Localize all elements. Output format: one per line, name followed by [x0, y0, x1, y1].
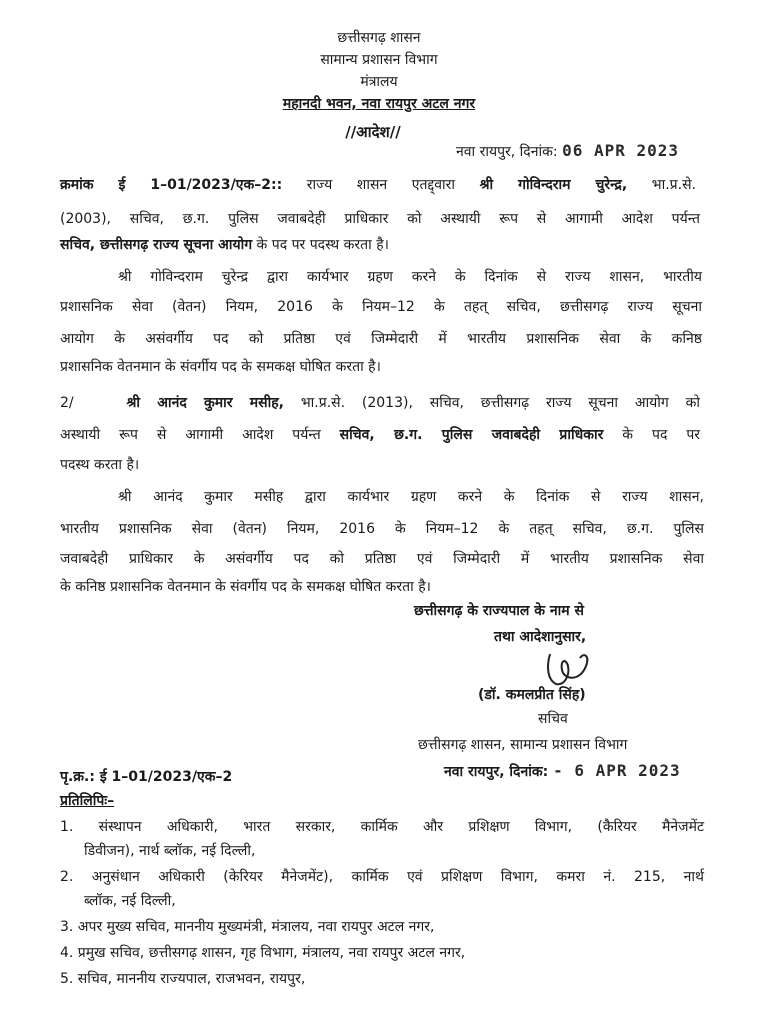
signature-line1: छत्तीसगढ़ के राज्यपाल के नाम से [414, 603, 584, 619]
para3-text2: अस्थायी रूप से आगामी आदेश पर्यन्त [60, 427, 321, 443]
date-label: नवा रायपुर, दिनांक: [456, 144, 558, 160]
order-title: //आदेश// [345, 123, 401, 141]
para1-line1 [60, 174, 696, 196]
para2-line3: आयोग के असंवर्गीय पद को प्रतिष्ठा एवं जिम्मेदारी में भारतीय प्रशासनिक सेवा के कनिष्ठ [60, 331, 702, 347]
copy-item-1: 1. संस्थापन अधिकारी, भारत सरकार, कार्मिक और प्रशिक्षण विभाग, (कैरियर मैनेजमेंट [60, 819, 704, 835]
para2-line4: प्रशासनिक वेतनमान के संवर्गीय पद के समकक्ष घोषित करता है। [60, 359, 381, 375]
copy-heading: प्रतिलिपिः– [60, 793, 115, 809]
para4-line4: के कनिष्ठ प्रशासनिक वेतनमान के संवर्गीय पद के समकक्ष घोषित करता है। [60, 579, 431, 595]
para4-line2: भारतीय प्रशासनिक सेवा (वेतन) नियम, 2016 के नियम–12 के तहत् सचिव, छ.ग. पुलिस [60, 521, 704, 537]
signatory-name: (डॉ. कमलप्रीत सिंह) [478, 687, 586, 703]
para1-end: के पद पर पदस्थ करता है। [256, 237, 389, 253]
para1-text: राज्य शासन एतद्द्वारा [306, 177, 456, 193]
signature-line2: तथा आदेशानुसार, [494, 629, 587, 645]
para4-line1: श्री आनंद कुमार मसीह द्वारा कार्यभार ग्रहण करने के दिनांक से राज्य शासन, [118, 489, 704, 505]
para4-line3: जवाबदेही प्राधिकार के असंवर्गीय पद को प्रतिष्ठा एवं जिम्मेदारी में भारतीय प्रशासनिक सेवा [60, 551, 704, 567]
officer-name-2: श्री आनंद कुमार मसीह, [126, 395, 284, 411]
date-line [456, 140, 679, 163]
endorsement-reference: पृ.क्र.: ई 1–01/2023/एक–2 [60, 769, 233, 785]
endorsement-date-stamp: - 6 APR 2023 [553, 761, 681, 780]
post-1: सचिव, छत्तीसगढ़ राज्य सूचना आयोग [60, 237, 253, 253]
signatory-department: छत्तीसगढ़ शासन, सामान्य प्रशासन विभाग [418, 737, 628, 753]
copy-item-3: 3. अपर मुख्य सचिव, माननीय मुख्यमंत्री, मंत्रालय, नवा रायपुर अटल नगर, [60, 919, 435, 935]
para3-text3: के पद पर [622, 427, 701, 443]
endorsement-date [444, 760, 681, 783]
header-government: छत्तीसगढ़ शासन [337, 30, 421, 46]
officer-name-1: श्री गोविन्दराम चुरेन्द्र, [479, 177, 628, 193]
header-address: महानदी भवन, नवा रायपुर अटल नगर [282, 96, 476, 112]
para1-line3 [60, 234, 389, 256]
order-reference: क्रमांक ई 1–01/2023/एक–2:: [60, 177, 283, 193]
para3-line2 [60, 424, 700, 446]
para2-line1: श्री गोविन्दराम चुरेन्द्र द्वारा कार्यभार ग्रहण करने के दिनांक से राज्य शासन, भारतीय [118, 269, 702, 285]
para-number: 2/ [60, 395, 74, 411]
para3-text: भा.प्र.से. (2013), सचिव, छत्तीसगढ़ राज्य सूचना आयोग को [300, 395, 701, 411]
date-stamp: 06 APR 2023 [562, 141, 680, 160]
endorsement-date-label: नवा रायपुर, दिनांक: [444, 764, 549, 780]
header-ministry: मंत्रालय [360, 74, 398, 90]
post-2: सचिव, छ.ग. पुलिस जवाबदेही प्राधिकार [339, 427, 604, 443]
copy-item-1-cont: डिवीजन), नार्थ ब्लॉक, नई दिल्ली, [84, 843, 256, 859]
copy-item-5: 5. सचिव, माननीय राज्यपाल, राजभवन, रायपुर, [60, 971, 306, 987]
para1-service: भा.प्र.से. [651, 177, 696, 193]
copy-item-4: 4. प्रमुख सचिव, छत्तीसगढ़ शासन, गृह विभाग, मंत्रालय, नवा रायपुर अटल नगर, [60, 945, 466, 961]
copy-item-2-cont: ब्लॉक, नई दिल्ली, [84, 893, 176, 909]
handwritten-signature [540, 648, 600, 688]
copy-item-2: 2. अनुसंधान अधिकारी (केरियर मैनेजमेंट), कार्मिक एवं प्रशिक्षण विभाग, कमरा नं. 215, नार्थ [60, 869, 704, 885]
para3-line1 [60, 392, 700, 414]
para1-line2: (2003), सचिव, छ.ग. पुलिस जवाबदेही प्राधिकार को अस्थायी रूप से आगामी आदेश पर्यन्त [60, 211, 700, 227]
signatory-designation: सचिव [538, 711, 568, 727]
header-department: सामान्य प्रशासन विभाग [320, 52, 438, 68]
para2-line2: प्रशासनिक सेवा (वेतन) नियम, 2016 के नियम–12 के तहत् सचिव, छत्तीसगढ़ राज्य सूचना [60, 299, 702, 315]
para3-line3: पदस्थ करता है। [60, 457, 140, 473]
